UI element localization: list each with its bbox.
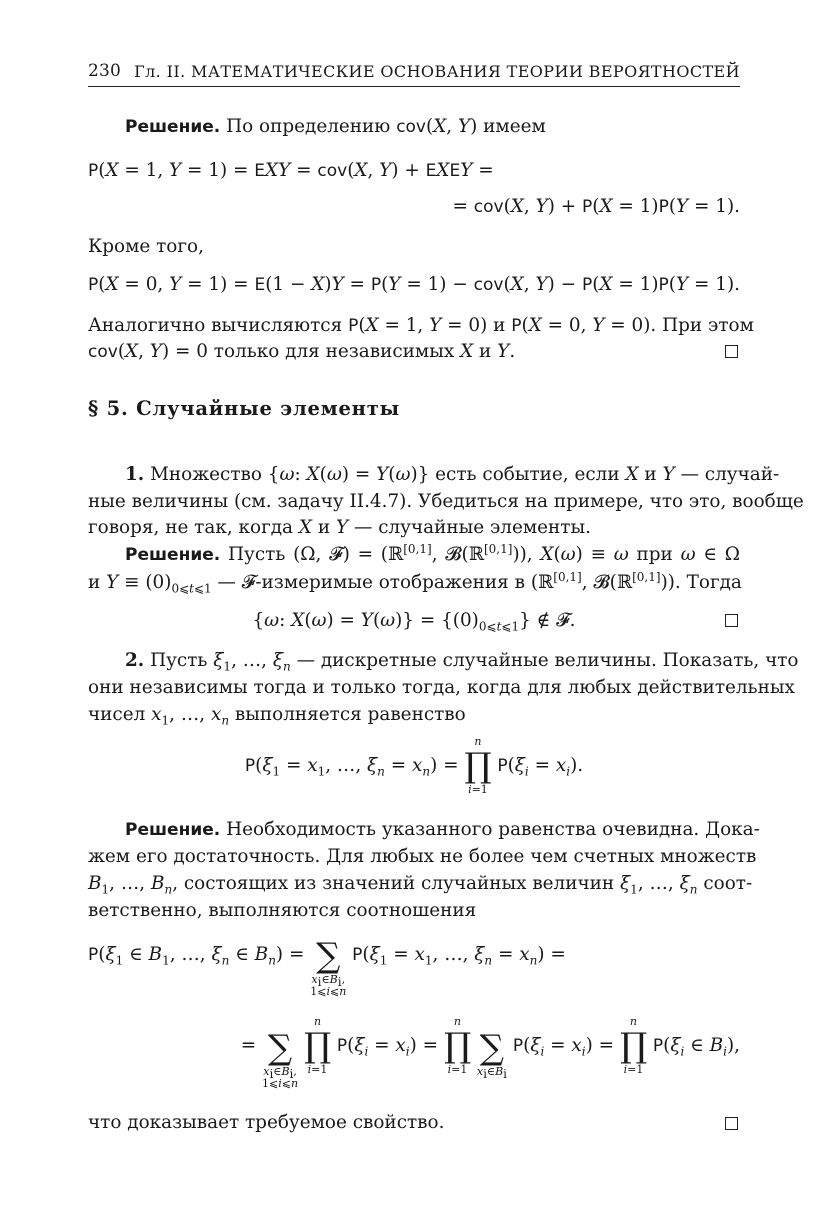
solution-intro: Решение. По определению cov(X, Y) имеем <box>125 116 546 137</box>
problem-2-line-2: они независимы тогда и только тогда, когда для любых действительных <box>88 677 795 698</box>
sum-operator: ∑ $x_i\in B_i$ <box>476 1028 508 1082</box>
running-title: Гл. II. МАТЕМАТИЧЕСКИЕ ОСНОВАНИЯ ТЕОРИИ ВЕРОЯТНОСТЕЙ <box>134 62 740 81</box>
formula-2: P(X = 0, Y = 1) = E(1 − X)Y = P(Y = 1) − cov(X, Y) − P(X = 1)P(Y = 1). <box>88 274 740 295</box>
problem-1-number: 1. <box>125 464 145 485</box>
qed-square-3 <box>725 1117 738 1130</box>
section-title-row <box>88 396 740 423</box>
solution-1-line-2: и $Y \equiv (0)_{0⩽t⩽1}$ — 𝓕-измеримые отображения в (ℝ[0,1], 𝓑(ℝ[0,1])). Тогда <box>88 569 742 596</box>
qed-square-2 <box>725 614 738 627</box>
formula-1-line-2: = cov(X, Y) + P(X = 1)P(Y = 1). <box>452 196 740 217</box>
formula-4: $P(\xi_1 = x_1$, …, $\xi_n = x_n$) = n ∏ i=1 $P(\xi_i = x_i)$. <box>244 735 584 796</box>
solution-2-line-1: Решение. Необходимость указанного равенства очевидна. Дока- <box>125 819 760 840</box>
moreover-text: Кроме того, <box>88 236 204 257</box>
sum-operator: ∑ $x_i\in B_i$, 1⩽i⩽n <box>310 936 347 998</box>
solution-2-line-3: $B_1$, …, $B_n$, состоящих из значений случайных величин $\xi_1$, …, $\xi_n$ соот- <box>88 873 753 897</box>
final-line: что доказывает требуемое свойство. <box>88 1112 445 1133</box>
qed-square-1 <box>725 345 738 358</box>
problem-2-line-1: 2. Пусть $\xi_1$, …, $\xi_n$ — дискретные случайные величины. Показать, что <box>125 650 799 674</box>
solution-2-line-2: жем его достаточность. Для любых не более чем счетных множеств <box>88 846 757 867</box>
document-page <box>88 0 804 1210</box>
problem-2-number: 2. <box>125 650 145 671</box>
problem-1-line-3: говоря, не так, когда X и Y — случайные элементы. <box>88 517 591 538</box>
problem-2-line-3: чисел $x_1$, …, $x_n$ выполняется равенство <box>88 704 466 728</box>
product-operator: n ∏ i=1 <box>464 735 492 796</box>
similarly-line: Аналогично вычисляются P(X = 1, Y = 0) и P(X = 0, Y = 0). При этом <box>88 315 754 336</box>
solution-1-line-1: Решение. Пусть (Ω, 𝓕) = (ℝ[0,1], 𝓑(ℝ[0,1])), X(ω) ≡ ω при ω ∈ Ω <box>125 541 740 565</box>
solution-label: Решение. <box>125 117 221 137</box>
section-title: § 5. Случайные элементы <box>88 397 400 420</box>
product-operator: n ∏ i=1 <box>443 1015 471 1076</box>
solution-2-line-4: ветственно, выполняются соотношения <box>88 900 477 921</box>
formula-5-line-2: = ∑ $x_i\in B_i$, 1⩽i⩽n n ∏ i=1 $P(\xi_i = x_i)$ = n ∏ i=1 ∑ $x_i\in B_i$ $P(\xi_i = x_i)$ = n ∏ i=1 $P(\xi_i$ ∈ $B_i$), <box>240 1015 740 1090</box>
formula-1-line-1: P(X = 1, Y = 1) = EXY = cov(X, Y) + EXEY = <box>88 160 494 181</box>
sum-operator: ∑ $x_i\in B_i$, 1⩽i⩽n <box>262 1028 299 1090</box>
problem-1-line-1: 1. Множество {ω: X(ω) = Y(ω)} есть событие, если X и Y — случай- <box>125 464 780 485</box>
independence-line: cov(X, Y) = 0 только для независимых X и Y. <box>88 341 516 362</box>
product-operator: n ∏ i=1 <box>303 1015 332 1076</box>
formula-5-line-1: $P(\xi_1$ ∈ $B_1$, …, $\xi_n$ ∈ $B_n$) = ∑ $x_i\in B_i$, 1⩽i⩽n $P(\xi_1 = x_1$, …, $\xi_n = x_n$) = <box>88 936 566 998</box>
product-operator: n ∏ i=1 <box>619 1015 647 1076</box>
problem-1-line-2: ные величины (см. задачу II.4.7). Убедиться на примере, что это, вообще <box>88 491 804 512</box>
page-number: 230 <box>88 61 122 81</box>
running-header <box>88 58 740 87</box>
formula-3: {ω: $X(\omega) = Y(\omega)\} = \{(0)_{0⩽t⩽1}\}$ ∉ 𝓕. <box>252 610 576 634</box>
